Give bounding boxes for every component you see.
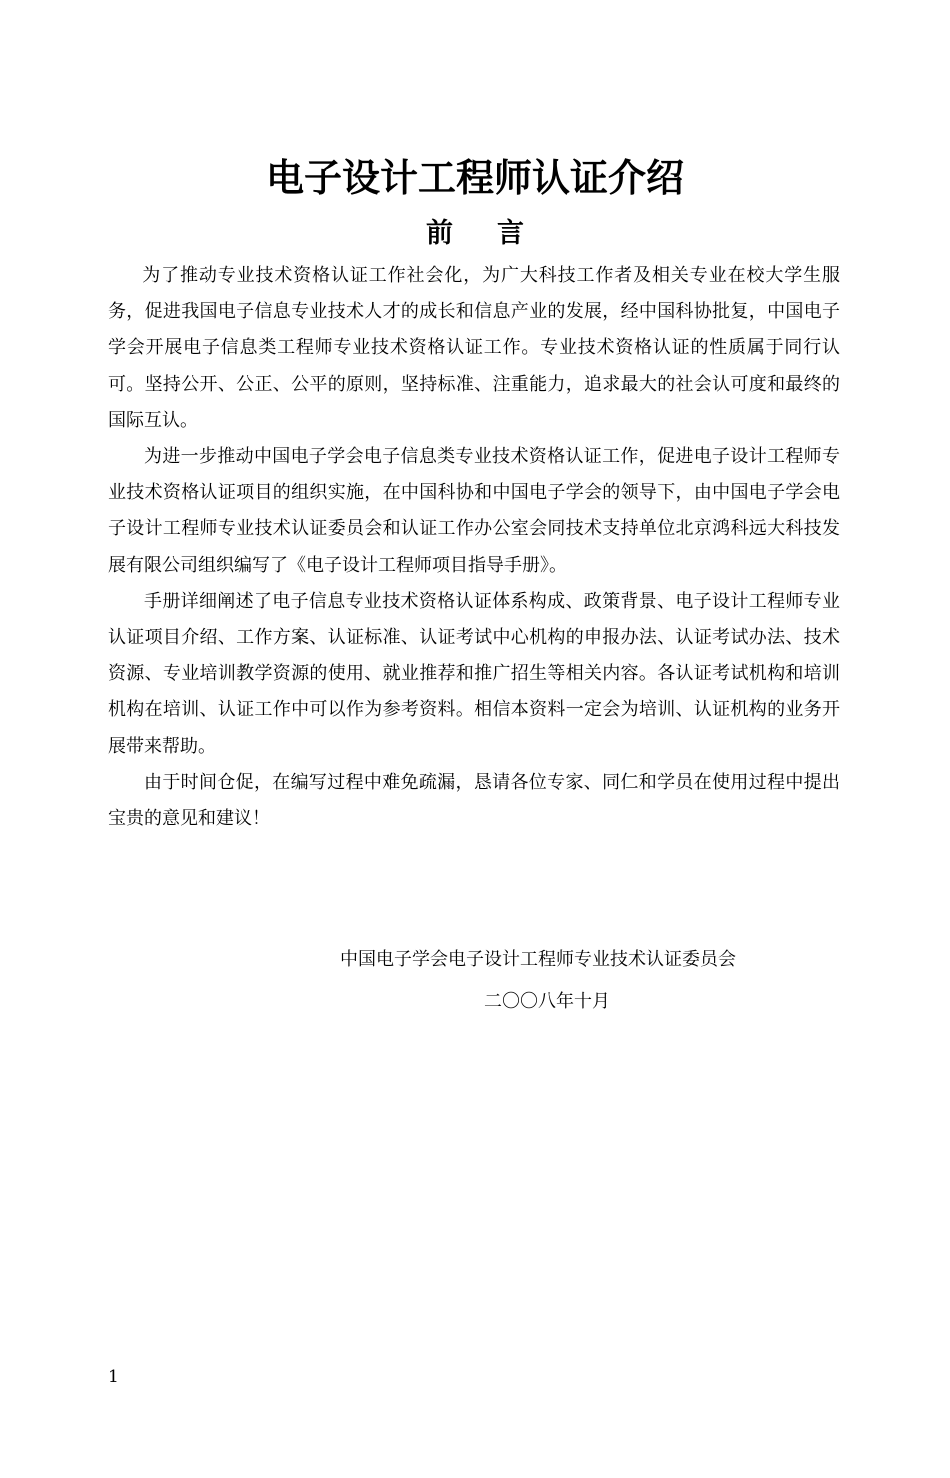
paragraph-2: 为进一步推动中国电子学会电子信息类专业技术资格认证工作，促进电子设计工程师专业技术资格认证项目的组织实施，在中国科协和中国电子学会的领导下，由中国电子学会电子设计工程师专业技术认证委员会和认证工作办公室会同技术支持单位北京鸿科远大科技发展有限公司组织编写了《电子设计工程师项目指导手册》。 xyxy=(108,446,840,576)
paragraph-4: 由于时间仓促，在编写过程中难免疏漏，恳请各位专家、同仁和学员在使用过程中提出宝贵的意见和建议！ xyxy=(108,771,840,830)
page-number: 1 xyxy=(108,1367,119,1387)
paragraph-3: 手册详细阐述了电子信息专业技术资格认证体系构成、政策背景、电子设计工程师专业认证项目介绍、工作方案、认证标准、认证考试中心机构的申报办法、认证考试办法、技术资源、专业培训教学资源的使用、就业推荐和推广招生等相关内容。各认证考试机构和培训机构在培训、认证工作中可以作为参考资料。相信本资料一定会为培训、认证机构的业务开展带来帮助。 xyxy=(108,590,840,757)
signature-date: 二〇〇八年十月 xyxy=(484,991,610,1012)
preface-body xyxy=(108,258,840,837)
section-heading-preface: 前言 xyxy=(426,218,568,249)
document-title: 电子设计工程师认证介绍 xyxy=(265,156,684,200)
signature-organization: 中国电子学会电子设计工程师专业技术认证委员会 xyxy=(340,949,736,970)
paragraph-1: 为了推动专业技术资格认证工作社会化，为广大科技工作者及相关专业在校大学生服务，促进我国电子信息专业技术人才的成长和信息产业的发展，经中国科协批复，中国电子学会开展电子信息类工程师专业技术资格认证工作。专业技术资格认证的性质属于同行认可。坚持公开、公正、公平的原则，坚持标准、注重能力，追求最大的社会认可度和最终的国际互认。 xyxy=(108,265,840,431)
